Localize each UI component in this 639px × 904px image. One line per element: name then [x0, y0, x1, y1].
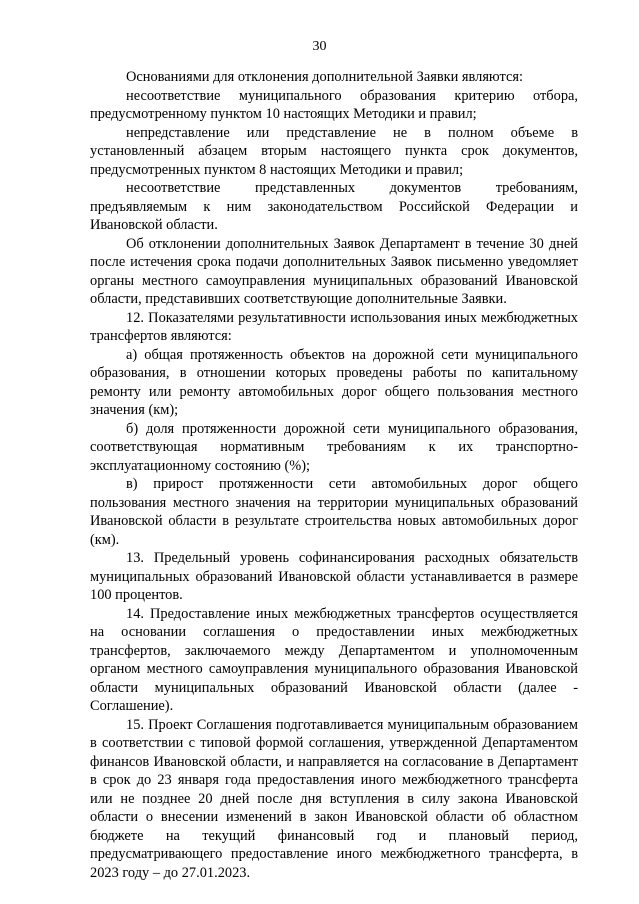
paragraph-item-13: 13. Предельный уровень софинансирования расходных обязательств муниципальных образований Ивановской области устанавливается в размере 100 процентов.: [90, 550, 578, 603]
paragraph-item-12: 12. Показателями результативности использования иных межбюджетных трансфертов являются:: [90, 309, 578, 344]
paragraph-ground-requirements: несоответствие представленных документов требованиям, предъявляемым к ним законодательством Российской Федерации и Ивановской области.: [90, 180, 578, 233]
paragraph-indicator-b: б) доля протяженности дорожной сети муниципального образования, соответствующая нормативным требованиям к их транспортно-эксплуатационному состоянию (%);: [90, 420, 578, 474]
paragraph-indicator-a: а) общая протяженность объектов на дорожной сети муниципального образования, в отношении которых проведены работы по капитальному ремонту или ремонту автомобильных дорог общего пользования местного значения (км);: [90, 346, 578, 418]
document-body: [90, 68, 578, 882]
paragraph-item-14: 14. Предоставление иных межбюджетных трансфертов осуществляется на основании соглашения о предоставлении иных межбюджетных трансфертов, заключаемого между Департаментом и уполномоченным органом местного самоуправления муниципального образования Ивановской области муниципальных образований Ивановской области (далее - Соглашение).: [90, 605, 578, 714]
paragraph-item-15: 15. Проект Соглашения подготавливается муниципальным образованием в соответствии с типовой формой соглашения, утвержденной Департаментом финансов Ивановской области, и направляется на согласование в Департамент в срок до 23 января года предоставления иного межбюджетного трансферта или не позднее 20 дней после дня вступления в силу закона Ивановской области о внесении изменений в закон Ивановской области об областном бюджете на текущий финансовый год и плановый период, предусматривающего предоставление иного межбюджетного трансферта, в 2023 году – до 27.01.2023.: [90, 716, 578, 881]
paragraph-rejection-notice: Об отклонении дополнительных Заявок Департамент в течение 30 дней после истечения срока подачи дополнительных Заявок письменно уведомляет органы местного самоуправления муниципальных образований Ивановской области, представивших соответствующие дополнительные Заявки.: [90, 235, 578, 307]
page-number: 30: [312, 39, 327, 54]
paragraph-grounds-intro: Основаниями для отклонения дополнительной Заявки являются:: [126, 69, 523, 85]
paragraph-ground-criterion: несоответствие муниципального образования критерию отбора, предусмотренному пунктом 10 настоящих Методики и правил;: [90, 87, 578, 122]
paragraph-ground-documents: непредставление или представление не в полном объеме в установленный абзацем вторым настоящего пункта срок документов, предусмотренных пунктом 8 настоящих Методики и правил;: [90, 124, 578, 178]
paragraph-indicator-c: в) прирост протяженности сети автомобильных дорог общего пользования местного значения на территории муниципальных образований Ивановской области в результате строительства новых автомобильных дорог (км).: [90, 476, 578, 548]
